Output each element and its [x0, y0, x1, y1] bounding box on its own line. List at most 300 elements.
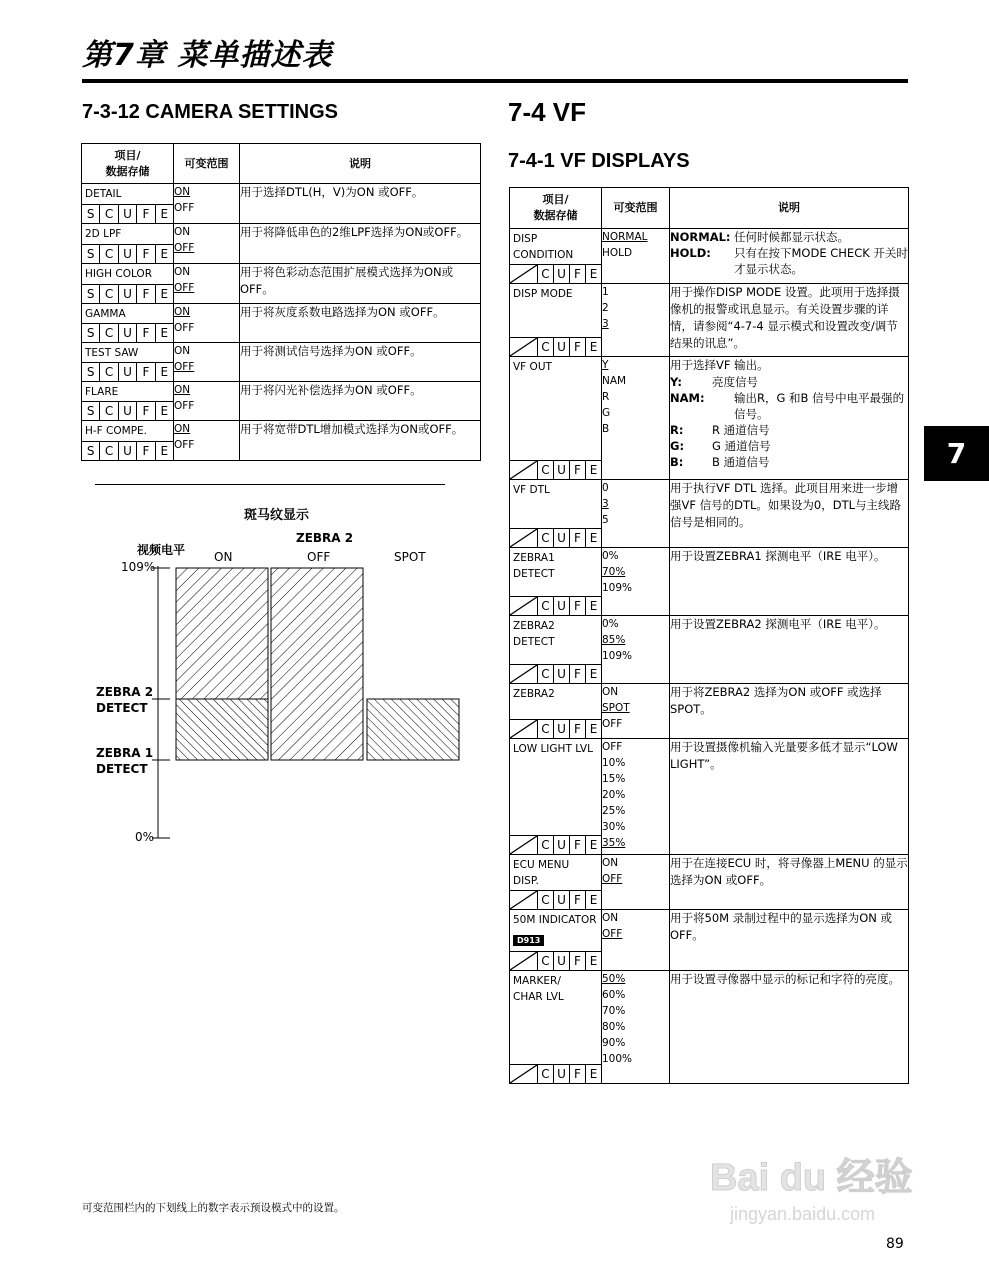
- description-text: 用于将降低串色的2维LPF选择为ON或OFF。: [240, 225, 469, 239]
- vf-displays-title: 7-4-1 VF DISPLAYS: [508, 150, 690, 172]
- y-axis-label: 视频电平: [137, 543, 186, 557]
- description-cell: [670, 284, 909, 357]
- range-value-default: 85%: [602, 634, 626, 646]
- storage-flag: C: [537, 461, 553, 479]
- table-row: [82, 264, 481, 304]
- description-cell: [240, 382, 481, 421]
- storage-flag: C: [537, 529, 553, 547]
- item-name: H-F COMPE.: [85, 425, 148, 437]
- description-value: 任何时候都显示状态。: [734, 230, 849, 244]
- storage-flag: S: [86, 404, 95, 418]
- chart-divider: [95, 484, 445, 485]
- table-row: [510, 480, 909, 548]
- header-item: 项目/ 数据存储: [82, 144, 174, 184]
- storage-flag: U: [553, 891, 569, 909]
- item-cell: [510, 480, 602, 548]
- storage-slash: [510, 265, 537, 283]
- storage-flags: [510, 664, 601, 683]
- range-value: ON: [602, 686, 619, 698]
- storage-flag: E: [155, 402, 173, 420]
- table-row: [82, 382, 481, 421]
- description-cell: [240, 304, 481, 343]
- chapter-title: 第7章 菜单描述表: [82, 38, 333, 73]
- range-cell: [602, 548, 670, 616]
- item-cell: [82, 184, 174, 224]
- item-cell: [82, 304, 174, 343]
- item-cell: [510, 616, 602, 684]
- storage-flags: [82, 362, 173, 381]
- range-value-default: ON: [174, 384, 191, 396]
- range-cell: [174, 304, 240, 343]
- range-value: 109%: [602, 582, 633, 594]
- zebra2-col-label: ZEBRA 2: [296, 531, 354, 545]
- storage-flag: C: [99, 363, 117, 381]
- chart-title: 斑马纹显示: [244, 508, 310, 523]
- table-row: [510, 284, 909, 357]
- description-key: NORMAL:: [670, 230, 731, 244]
- storage-flag: C: [537, 891, 553, 909]
- description-intro: 用于选择VF 输出。: [670, 358, 769, 372]
- item-name: HIGH COLOR: [85, 268, 152, 280]
- page-number: 89: [886, 1236, 904, 1252]
- item-cell: [510, 684, 602, 739]
- camera-settings-table: [81, 143, 481, 461]
- description-text: 用于操作DISP MODE 设置。此项用于选择摄像机的报警或讯息显示。有关设置步骤的详情，请参阅“4-7-4 显示模式和设置改变/调节结果的讯息”。: [670, 285, 900, 350]
- storage-flags: [510, 719, 601, 738]
- storage-flag: E: [585, 1065, 601, 1083]
- storage-flag: C: [537, 265, 553, 283]
- range-cell: [174, 382, 240, 421]
- description-key: HOLD:: [670, 246, 711, 260]
- table-row: [82, 304, 481, 343]
- description-cell: [240, 421, 481, 461]
- description-text: 用于将ZEBRA2 选择为ON 或OFF 或选择SPOT。: [670, 685, 882, 716]
- storage-flag: C: [537, 720, 553, 738]
- range-value-default: Y: [602, 359, 609, 371]
- item-name: ZEBRA2 DETECT: [513, 620, 555, 648]
- zebra1-detect-label: ZEBRA 1 DETECT: [96, 746, 154, 776]
- table-row: [510, 548, 909, 616]
- item-cell: [82, 224, 174, 264]
- range-cell: [174, 184, 240, 224]
- item-name: ECU MENU DISP.: [513, 859, 570, 887]
- item-cell: [510, 971, 602, 1084]
- description-cell: [670, 971, 909, 1084]
- table-row: [82, 343, 481, 382]
- storage-flag: F: [569, 265, 585, 283]
- storage-flag: E: [585, 952, 601, 970]
- storage-flags: [82, 323, 173, 342]
- description-text: 用于设置摄像机输入光量要多低才显示“LOW LIGHT”。: [670, 740, 898, 771]
- range-value: 0%: [602, 550, 619, 562]
- storage-flag: C: [99, 324, 117, 342]
- item-name: FLARE: [85, 386, 119, 398]
- storage-flag: E: [585, 529, 601, 547]
- description-cell: [670, 357, 909, 480]
- storage-flag: F: [569, 665, 585, 683]
- description-text: 用于将测试信号选择为ON 或OFF。: [240, 344, 422, 358]
- storage-flag: C: [537, 665, 553, 683]
- range-cell: [602, 616, 670, 684]
- description-text: 用于设置寻像器中显示的标记和字符的亮度。: [670, 972, 900, 986]
- storage-flag: F: [136, 363, 154, 381]
- storage-flag: U: [553, 836, 569, 854]
- range-cell: [602, 357, 670, 480]
- col-label-off: OFF: [307, 550, 331, 564]
- range-cell: [602, 684, 670, 739]
- storage-flag: C: [537, 1065, 553, 1083]
- storage-flag: U: [553, 665, 569, 683]
- storage-flags: [82, 244, 173, 263]
- table-row: [510, 357, 909, 480]
- storage-flag: U: [118, 324, 136, 342]
- range-value: 25%: [602, 805, 626, 817]
- range-value: 90%: [602, 1037, 626, 1049]
- description-value: 只有在按下MODE CHECK 开关时才显示状态。: [734, 246, 908, 276]
- storage-flag: E: [155, 442, 173, 460]
- storage-flag: F: [569, 338, 585, 356]
- range-value-default: NORMAL: [602, 231, 648, 243]
- storage-flag: E: [585, 338, 601, 356]
- storage-flag: E: [585, 265, 601, 283]
- storage-flag: U: [553, 461, 569, 479]
- item-name: ZEBRA2: [513, 688, 555, 700]
- range-value-default: 35%: [602, 837, 626, 849]
- table-row: [510, 910, 909, 971]
- description-text: 用于将灰度系数电路选择为ON 或OFF。: [240, 305, 445, 319]
- storage-flag: F: [569, 529, 585, 547]
- range-value-default: OFF: [602, 873, 623, 885]
- item-name: LOW LIGHT LVL: [513, 743, 593, 755]
- description-value: B 通道信号: [712, 455, 770, 469]
- storage-flag: C: [537, 338, 553, 356]
- description-key: NAM:: [670, 391, 705, 405]
- description-text: 用于在连接ECU 时，将寻像器上MENU 的显示选择为ON 或OFF。: [670, 856, 908, 887]
- storage-slash: [510, 597, 537, 615]
- storage-flag: F: [136, 245, 154, 263]
- range-value: OFF: [174, 400, 195, 412]
- description-cell: [670, 684, 909, 739]
- storage-flag: U: [553, 720, 569, 738]
- description-value: G 通道信号: [712, 439, 771, 453]
- description-cell: [670, 910, 909, 971]
- storage-slash: [510, 836, 537, 854]
- bar-spot: [367, 699, 459, 760]
- table-row: [510, 684, 909, 739]
- storage-flag: U: [553, 952, 569, 970]
- storage-flags: [510, 596, 601, 615]
- description-text: 用于执行VF DTL 选择。此项目用来进一步增强VF 信号的DTL。如果设为0，DTL与主线路信号是相同的。: [670, 481, 902, 529]
- storage-flag: S: [86, 207, 95, 221]
- description-text: 用于设置ZEBRA2 探测电平（IRE 电平）。: [670, 617, 886, 631]
- range-value: 60%: [602, 989, 626, 1001]
- storage-flag: C: [99, 205, 117, 223]
- storage-flag: E: [585, 665, 601, 683]
- item-cell: [82, 264, 174, 304]
- item-cell: [510, 855, 602, 910]
- item-name: DISP CONDITION: [513, 233, 574, 261]
- item-cell: [510, 910, 602, 971]
- storage-flag: S: [86, 365, 95, 379]
- y-tick-109: 109%: [121, 560, 156, 574]
- item-name: DETAIL: [85, 188, 122, 200]
- range-value: R: [602, 391, 610, 403]
- storage-flag: E: [155, 285, 173, 303]
- range-value: 70%: [602, 1005, 626, 1017]
- description-value: 输出R，G 和B 信号中电平最强的信号。: [734, 391, 905, 421]
- description-key: G:: [670, 439, 685, 453]
- footnote: 可变范围栏内的下划线上的数字表示预设模式中的设置。: [82, 1202, 345, 1214]
- storage-flag: S: [86, 326, 95, 340]
- baidu-jingyan-watermark: [700, 1140, 940, 1230]
- storage-flag: U: [118, 363, 136, 381]
- description-cell: [240, 264, 481, 304]
- range-value-default: 3: [602, 318, 609, 330]
- storage-flag: U: [118, 285, 136, 303]
- range-value: 1: [602, 286, 609, 298]
- storage-flag: U: [118, 402, 136, 420]
- range-cell: [602, 971, 670, 1084]
- storage-flags: [510, 835, 601, 854]
- storage-flags: [510, 890, 601, 909]
- description-cell: [670, 480, 909, 548]
- range-value-default: OFF: [174, 242, 195, 254]
- item-cell: [82, 421, 174, 461]
- storage-flag: E: [585, 461, 601, 479]
- range-cell: [174, 421, 240, 461]
- storage-flags: [510, 951, 601, 970]
- range-value: 10%: [602, 757, 626, 769]
- table-row: [510, 971, 909, 1084]
- description-text: 用于将色彩动态范围扩展模式选择为ON或OFF。: [240, 265, 454, 296]
- storage-flag: E: [155, 324, 173, 342]
- storage-flag: U: [118, 442, 136, 460]
- header-desc: 说明: [670, 188, 909, 229]
- table-row: [82, 224, 481, 264]
- description-cell: [240, 343, 481, 382]
- range-cell: [602, 739, 670, 855]
- item-name: TEST SAW: [85, 347, 139, 359]
- description-text: 用于设置ZEBRA1 探测电平（IRE 电平）。: [670, 549, 886, 563]
- range-value: 30%: [602, 821, 626, 833]
- storage-slash: [510, 952, 537, 970]
- storage-flag: E: [155, 363, 173, 381]
- vf-section-title: 7-4 VF: [508, 97, 587, 127]
- storage-slash: [510, 529, 537, 547]
- storage-flags: [510, 264, 601, 283]
- storage-flag: S: [86, 287, 95, 301]
- storage-flag: S: [86, 444, 95, 458]
- storage-flag: U: [553, 338, 569, 356]
- range-cell: [602, 910, 670, 971]
- range-value-default: OFF: [174, 282, 195, 294]
- storage-flag: F: [136, 442, 154, 460]
- item-name: DISP MODE: [513, 288, 573, 300]
- range-value: ON: [602, 857, 619, 869]
- storage-flag: C: [537, 597, 553, 615]
- range-cell: [602, 229, 670, 284]
- storage-slash: [510, 891, 537, 909]
- range-cell: [602, 855, 670, 910]
- item-cell: [510, 739, 602, 855]
- storage-flag: F: [136, 285, 154, 303]
- storage-flags: [510, 528, 601, 547]
- storage-flag: C: [99, 442, 117, 460]
- range-value: OFF: [602, 718, 623, 730]
- storage-flag: U: [553, 597, 569, 615]
- storage-flags: [82, 441, 173, 460]
- range-value: G: [602, 407, 611, 419]
- storage-flag: C: [99, 245, 117, 263]
- item-cell: [510, 357, 602, 480]
- storage-flag: E: [155, 245, 173, 263]
- item-name: 50M INDICATOR: [513, 914, 597, 926]
- storage-flag: E: [585, 891, 601, 909]
- description-cell: [670, 855, 909, 910]
- storage-flags: [510, 460, 601, 479]
- bar-on-upper: [176, 568, 268, 699]
- item-cell: [82, 343, 174, 382]
- description-cell: [240, 184, 481, 224]
- model-badge: D913: [513, 935, 544, 946]
- storage-flag: U: [553, 529, 569, 547]
- range-cell: [602, 480, 670, 548]
- watermark-url: jingyan.baidu.com: [730, 1204, 876, 1224]
- y-tick-0: 0%: [135, 830, 155, 844]
- header-range: 可变范围: [602, 188, 670, 229]
- storage-flag: C: [99, 285, 117, 303]
- storage-flag: F: [569, 461, 585, 479]
- table-row: [510, 229, 909, 284]
- zebra-chart: [150, 560, 470, 850]
- range-value: OFF: [174, 322, 195, 334]
- storage-flag: E: [585, 597, 601, 615]
- item-name: 2D LPF: [85, 228, 122, 240]
- storage-flags: [510, 1064, 601, 1083]
- description-cell: [670, 548, 909, 616]
- range-value: OFF: [602, 741, 623, 753]
- description-text: 用于将闪光补偿选择为ON 或OFF。: [240, 383, 422, 397]
- storage-flag: F: [569, 952, 585, 970]
- vf-displays-table: [509, 187, 909, 1084]
- zebra2-detect-label: ZEBRA 2 DETECT: [96, 685, 154, 715]
- description-cell: [670, 229, 909, 284]
- item-name: ZEBRA1 DETECT: [513, 552, 555, 580]
- range-value: 0: [602, 482, 609, 494]
- range-value: ON: [174, 345, 191, 357]
- table-row: [82, 421, 481, 461]
- description-key: R:: [670, 423, 684, 437]
- item-cell: [510, 548, 602, 616]
- storage-flag: U: [118, 245, 136, 263]
- storage-flags: [82, 401, 173, 420]
- range-value-default: ON: [174, 423, 191, 435]
- storage-slash: [510, 338, 537, 356]
- range-value: 100%: [602, 1053, 633, 1065]
- storage-flag: U: [553, 265, 569, 283]
- storage-flag: E: [155, 205, 173, 223]
- item-name: MARKER/ CHAR LVL: [513, 975, 564, 1003]
- description-text: 用于选择DTL(H，V)为ON 或OFF。: [240, 185, 424, 199]
- table-row: [510, 855, 909, 910]
- storage-flag: C: [99, 402, 117, 420]
- storage-flag: C: [537, 952, 553, 970]
- storage-flag: U: [118, 205, 136, 223]
- range-value-default: 50%: [602, 973, 626, 985]
- range-value-default: 3: [602, 498, 609, 510]
- range-value: 109%: [602, 650, 633, 662]
- range-cell: [174, 264, 240, 304]
- range-value: NAM: [602, 375, 627, 387]
- item-name: GAMMA: [85, 308, 126, 320]
- storage-slash: [510, 720, 537, 738]
- description-cell: [670, 739, 909, 855]
- table-row: [82, 184, 481, 224]
- item-name: VF OUT: [513, 361, 552, 373]
- item-cell: [510, 229, 602, 284]
- description-cell: [670, 616, 909, 684]
- range-value-default: SPOT: [602, 702, 630, 714]
- table-row: [510, 739, 909, 855]
- top-rule: [82, 79, 908, 83]
- storage-flag: E: [585, 720, 601, 738]
- description-text: 用于将50M 录制过程中的显示选择为ON 或OFF。: [670, 911, 893, 942]
- range-value-default: ON: [174, 306, 191, 318]
- storage-flag: S: [86, 247, 95, 261]
- storage-flag: E: [585, 836, 601, 854]
- item-name: VF DTL: [513, 484, 550, 496]
- item-cell: [82, 382, 174, 421]
- range-value: B: [602, 423, 610, 435]
- storage-flags: [82, 284, 173, 303]
- storage-flag: C: [537, 836, 553, 854]
- header-desc: 说明: [240, 144, 481, 184]
- watermark-brand: Bai du 经验: [710, 1157, 913, 1199]
- storage-flag: F: [569, 597, 585, 615]
- storage-slash: [510, 665, 537, 683]
- storage-flag: U: [553, 1065, 569, 1083]
- storage-slash: [510, 461, 537, 479]
- storage-flag: F: [569, 720, 585, 738]
- range-value: ON: [174, 226, 191, 238]
- description-value: 亮度信号: [712, 375, 758, 389]
- table-row: [510, 616, 909, 684]
- storage-flags: [510, 337, 601, 356]
- range-value: 80%: [602, 1021, 626, 1033]
- description-value: R 通道信号: [712, 423, 770, 437]
- range-value: OFF: [174, 202, 195, 214]
- description-key: B:: [670, 455, 684, 469]
- camera-settings-title: 7-3-12 CAMERA SETTINGS: [82, 101, 338, 123]
- chapter-tab-marker: 7: [924, 426, 989, 481]
- header-range: 可变范围: [174, 144, 240, 184]
- storage-slash: [510, 1065, 537, 1083]
- storage-flag: F: [136, 402, 154, 420]
- range-value: 5: [602, 514, 609, 526]
- range-cell: [174, 224, 240, 264]
- bar-on-lower: [176, 699, 268, 760]
- storage-flag: F: [569, 836, 585, 854]
- col-label-spot: SPOT: [394, 550, 426, 564]
- description-key: Y:: [670, 375, 682, 389]
- range-value: HOLD: [602, 247, 633, 259]
- storage-flag: F: [136, 324, 154, 342]
- range-cell: [602, 284, 670, 357]
- range-value: ON: [602, 912, 619, 924]
- range-value: 2: [602, 302, 609, 314]
- range-value: ON: [174, 266, 191, 278]
- storage-flag: F: [136, 205, 154, 223]
